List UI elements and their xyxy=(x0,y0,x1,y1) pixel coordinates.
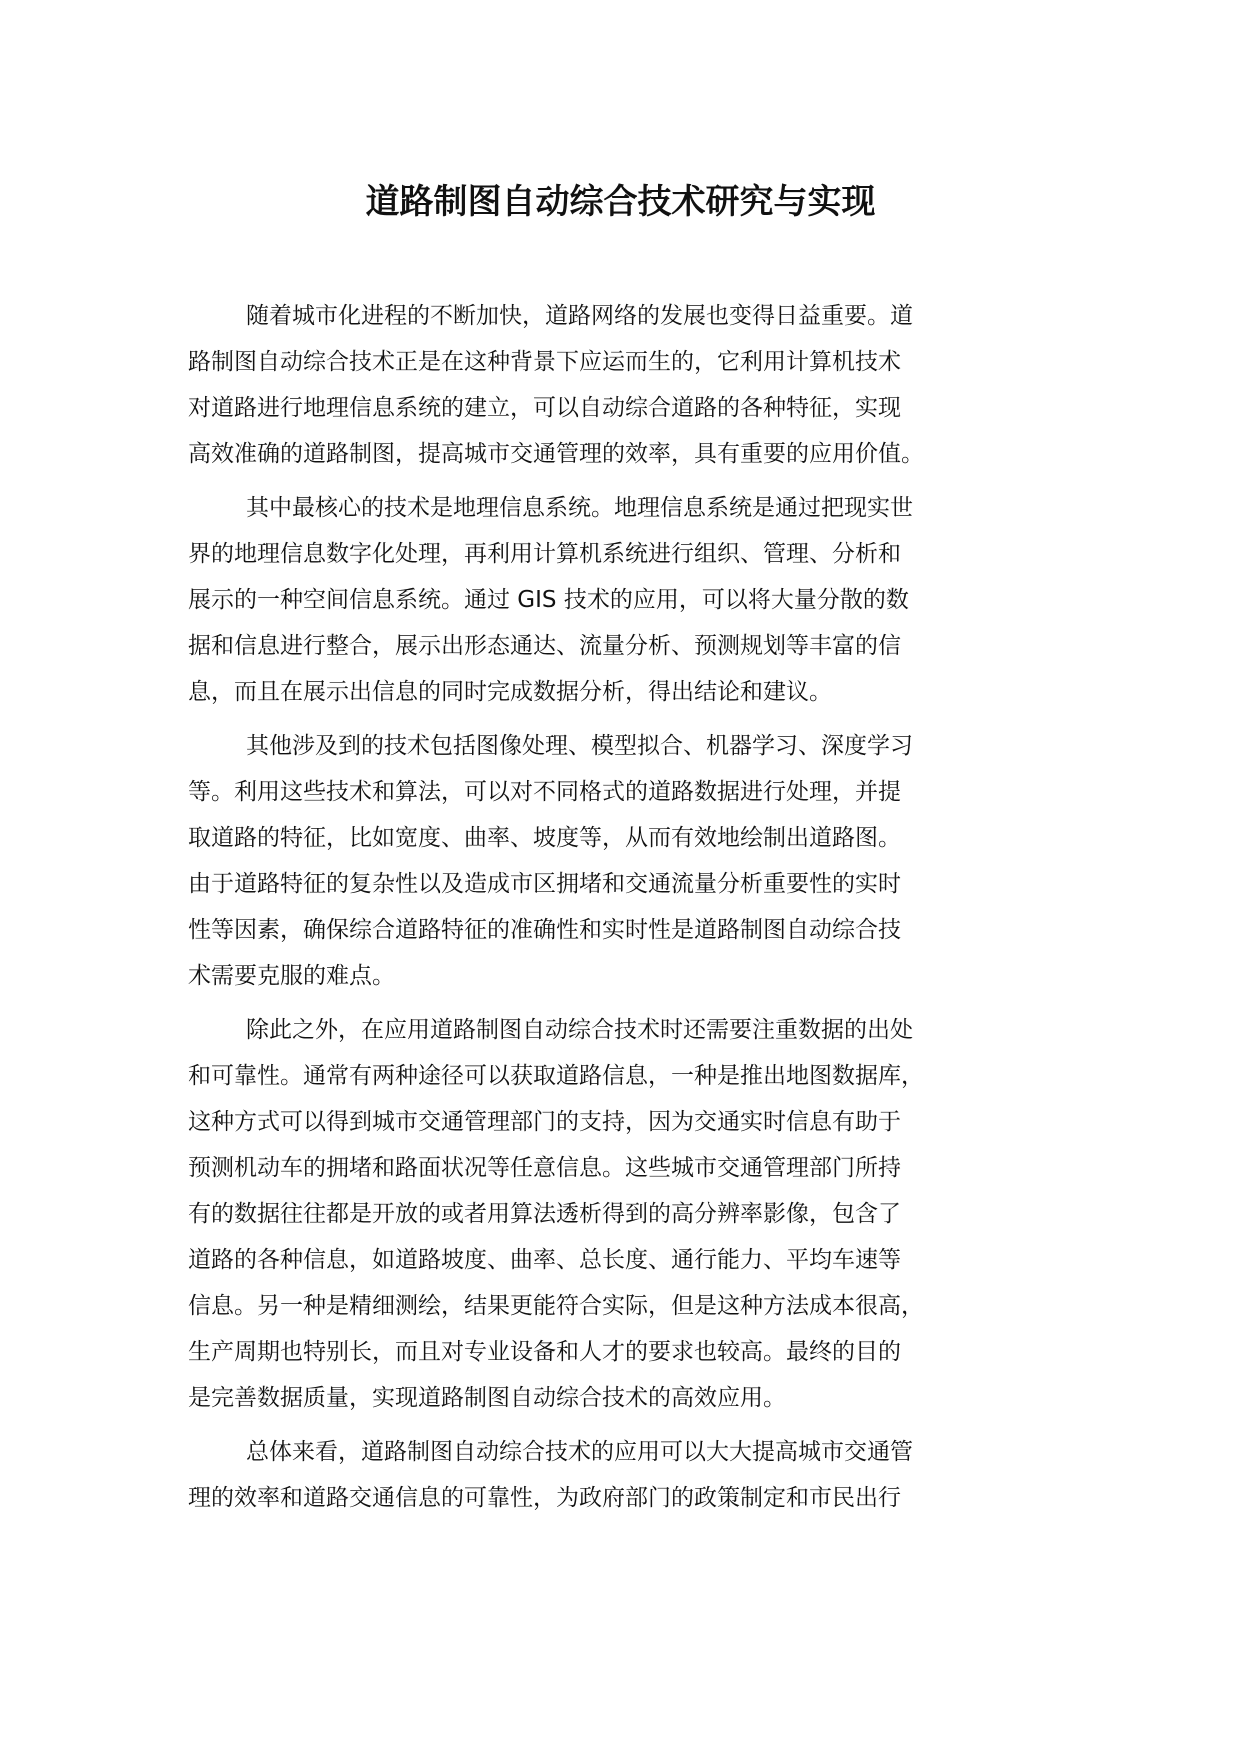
text-line: 由于道路特征的复杂性以及造成市区拥堵和交通流量分析重要性的实时 xyxy=(188,871,901,897)
text-line: 路制图自动综合技术正是在这种背景下应运而生的，它利用计算机技术 xyxy=(188,349,901,375)
document-body xyxy=(188,293,1088,1529)
text-line: 高效准确的道路制图，提高城市交通管理的效率，具有重要的应用价值。 xyxy=(188,441,924,467)
text-line: 界的地理信息数字化处理，再利用计算机系统进行组织、管理、分析和 xyxy=(188,541,901,567)
text-line: 性等因素，确保综合道路特征的准确性和实时性是道路制图自动综合技 xyxy=(188,917,901,943)
text-line: 等。利用这些技术和算法，可以对不同格式的道路数据进行处理，并提 xyxy=(188,779,901,805)
text-line: 和可靠性。通常有两种途径可以获取道路信息，一种是推出地图数据库， xyxy=(188,1063,924,1089)
paragraph-3 xyxy=(188,723,1088,999)
text-line: 这种方式可以得到城市交通管理部门的支持，因为交通实时信息有助于 xyxy=(188,1109,901,1135)
text-line: 总体来看，道路制图自动综合技术的应用可以大大提高城市交通管 xyxy=(246,1439,913,1465)
text-line: 据和信息进行整合，展示出形态通达、流量分析、预测规划等丰富的信 xyxy=(188,633,901,659)
text-line: 有的数据往往都是开放的或者用算法透析得到的高分辨率影像，包含了 xyxy=(188,1201,901,1227)
text-line: 理的效率和道路交通信息的可靠性，为政府部门的政策制定和市民出行 xyxy=(188,1485,901,1511)
text-line: 其他涉及到的技术包括图像处理、模型拟合、机器学习、深度学习 xyxy=(246,733,913,759)
text-line: 取道路的特征，比如宽度、曲率、坡度等，从而有效地绘制出道路图。 xyxy=(188,825,901,851)
paragraph-1 xyxy=(188,293,1088,477)
text-line: 信息。另一种是精细测绘，结果更能符合实际，但是这种方法成本很高， xyxy=(188,1293,924,1319)
text-line: 其中最核心的技术是地理信息系统。地理信息系统是通过把现实世 xyxy=(246,495,913,521)
text-line: 预测机动车的拥堵和路面状况等任意信息。这些城市交通管理部门所持 xyxy=(188,1155,901,1181)
text-line: 随着城市化进程的不断加快，道路网络的发展也变得日益重要。道 xyxy=(246,303,913,329)
text-line: 对道路进行地理信息系统的建立，可以自动综合道路的各种特征，实现 xyxy=(188,395,901,421)
text-line: 术需要克服的难点。 xyxy=(188,963,395,989)
text-line: 是完善数据质量，实现道路制图自动综合技术的高效应用。 xyxy=(188,1385,786,1411)
text-line: 展示的一种空间信息系统。通过 GIS 技术的应用，可以将大量分散的数 xyxy=(188,587,909,613)
text-line: 道路的各种信息，如道路坡度、曲率、总长度、通行能力、平均车速等 xyxy=(188,1247,901,1273)
paragraph-4 xyxy=(188,1007,1088,1421)
text-line: 息，而且在展示出信息的同时完成数据分析，得出结论和建议。 xyxy=(188,679,832,705)
text-line: 生产周期也特别长，而且对专业设备和人才的要求也较高。最终的目的 xyxy=(188,1339,901,1365)
text-line: 除此之外，在应用道路制图自动综合技术时还需要注重数据的出处 xyxy=(246,1017,913,1043)
page-title: 道路制图自动综合技术研究与实现 xyxy=(365,182,876,222)
paragraph-5 xyxy=(188,1429,1088,1521)
paragraph-2 xyxy=(188,485,1088,715)
